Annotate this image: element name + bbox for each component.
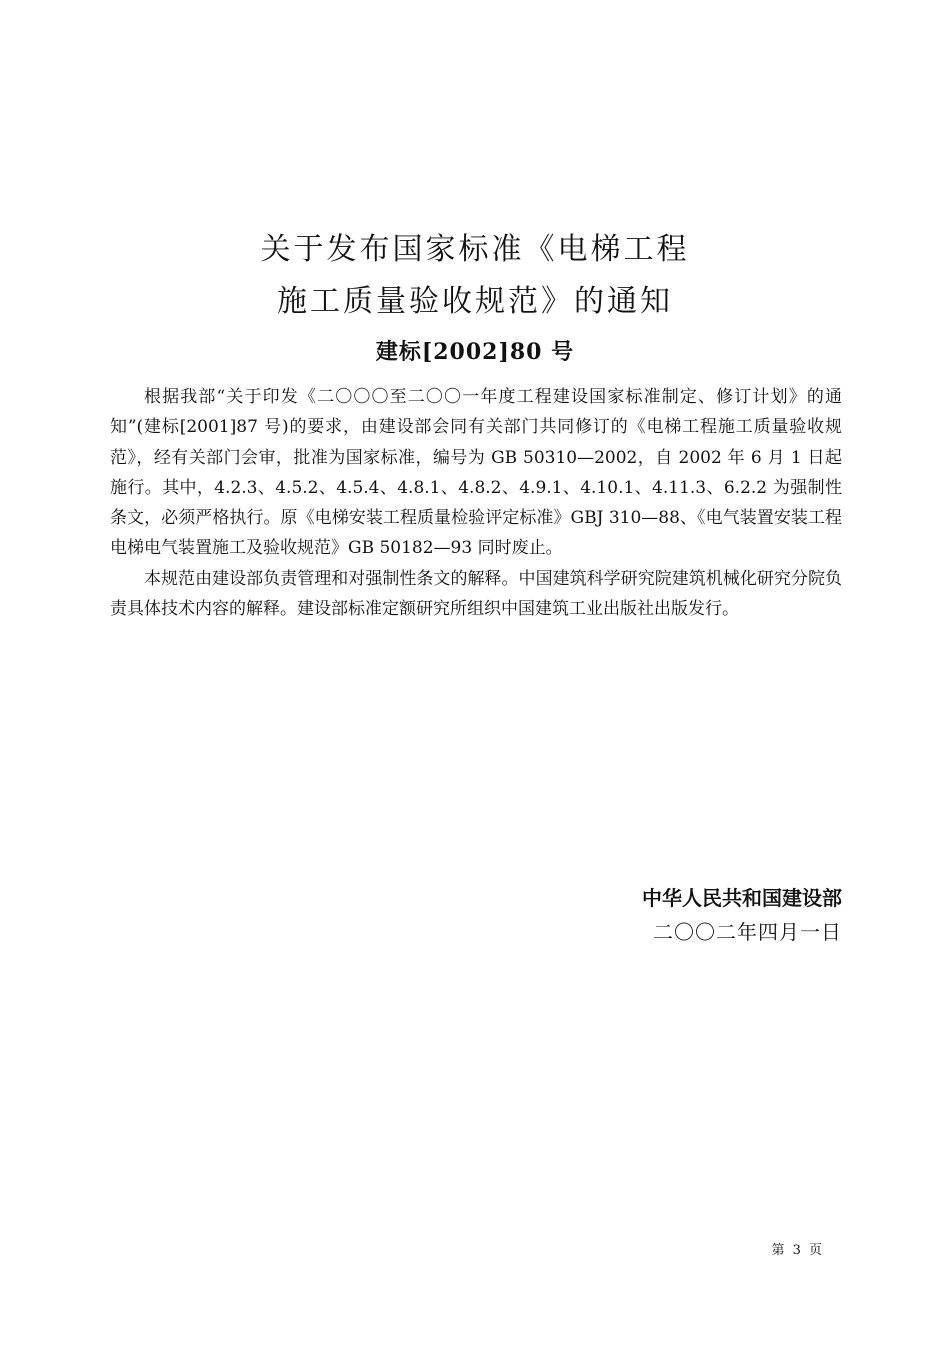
- document-number: 建标[2002]80 号: [375, 339, 575, 365]
- title-line-2: 施工质量验收规范》的通知: [277, 284, 673, 319]
- body-text: [110, 382, 859, 624]
- title-line-1: 关于发布国家标准《电梯工程: [260, 232, 690, 267]
- page-number: 第 3 页: [771, 1243, 822, 1258]
- paragraph-2: 本规范由建设部负责管理和对强制性条文的解释。中国建筑科学研究院建筑机械化研究分院负责具体技术内容的解释。建设部标准定额研究所组织中国建筑工业出版社出版发行。: [110, 568, 842, 620]
- issue-date: 二〇〇二年四月一日: [653, 920, 842, 944]
- paragraph-1: 根据我部“关于印发《二〇〇〇至二〇〇一年度工程建设国家标准制定、修订计划》的通知”(建标[2001]87 号)的要求，由建设部会同有关部门共同修订的《电梯工程施工质量验收规范》，经有关部门会审，批准为国家标准，编号为 GB 50310—2002，自 2002 年 6 月 1 日起施行。其中，4.2.3、4.5.2、4.5.4、4.8.1、4.8.2、4.9.1、4.10.1、4.11.3、6.2.2 为强制性条文，必须严格执行。原《电梯安装工程质量检验评定标准》GBJ 310—88、《电气装置安装工程 电梯电气装置施工及验收规范》GB 50182—93 同时废止。: [110, 387, 859, 559]
- issuer: 中华人民共和国建设部: [642, 886, 842, 910]
